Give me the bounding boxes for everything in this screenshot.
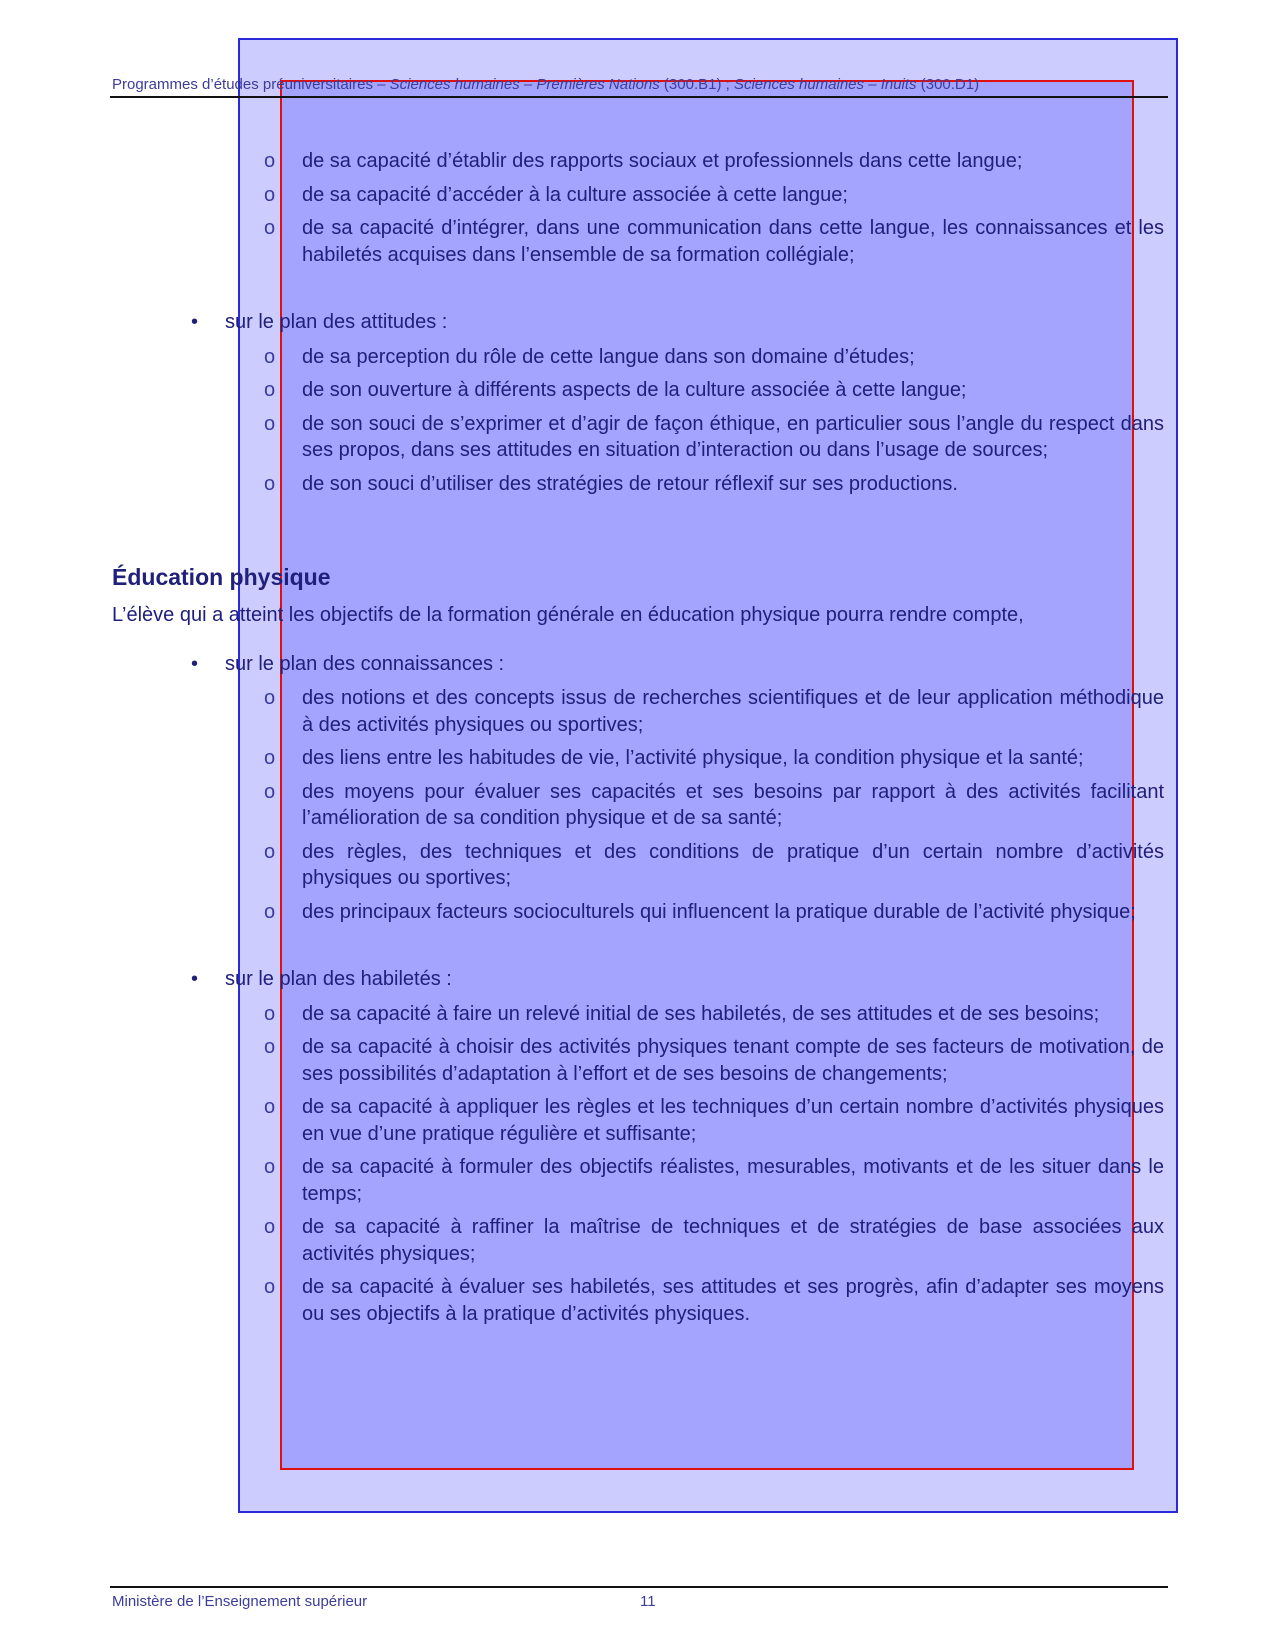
sub-bullet-icon: o bbox=[264, 183, 276, 206]
bullet-icon: • bbox=[191, 968, 199, 990]
habiletes-heading: • sur le plan des habiletés : bbox=[112, 966, 1164, 993]
sub-bullet-icon: o bbox=[264, 345, 276, 368]
list-item: o des notions et des concepts issus de recherches scientifiques et de leur application méthodique à des activités physiques ou sportives; bbox=[264, 687, 1164, 736]
list-item: o des principaux facteurs socioculturels qui influencent la pratique durable de l’activité physique; bbox=[112, 899, 1164, 926]
footer-rule bbox=[110, 1586, 1168, 1588]
list-item: o de sa capacité à raffiner la maîtrise de techniques et de stratégies de base associées aux activités physiques; bbox=[264, 1216, 1164, 1265]
sub-bullet-icon: o bbox=[264, 780, 276, 803]
sub-bullet-icon: o bbox=[264, 1096, 276, 1118]
header-rule bbox=[110, 96, 1168, 98]
running-header: Programmes d’études préuniversitaires – Sciences humaines – Premières Nations (300.B1) ; Sciences humaines – Inuits (300.D1) bbox=[112, 76, 980, 93]
list-item: o de sa capacité d’accéder à la culture associée à cette langue; bbox=[112, 182, 1164, 209]
list-item: o de sa capacité d’établir des rapports sociaux et professionnels dans cette langue; bbox=[112, 148, 1164, 175]
sub-bullet-icon: o bbox=[264, 379, 276, 401]
sub-bullet-icon: o bbox=[264, 472, 276, 495]
list-item: o de sa capacité d’intégrer, dans une communication dans cette langue, les connaissances et les habiletés acquises dans l’ensemble de sa formation collégiale; bbox=[264, 217, 1164, 266]
list-item: o de sa capacité à faire un relevé initial de ses habiletés, de ses attitudes et de ses besoins; bbox=[112, 1001, 1164, 1028]
bullet-icon: • bbox=[191, 652, 199, 675]
document-body bbox=[112, 148, 1164, 1334]
sub-bullet-icon: o bbox=[264, 747, 276, 769]
list-item: o de sa capacité à évaluer ses habiletés, ses attitudes et ses progrès, afin d’adapter ses moyens ou ses objectifs à la pratique d’activités physiques. bbox=[264, 1276, 1164, 1325]
sub-bullet-icon: o bbox=[264, 900, 276, 923]
sub-bullet-icon: o bbox=[264, 150, 276, 172]
list-item: o de son ouverture à différents aspects de la culture associée à cette langue; bbox=[112, 377, 1164, 404]
section-title: Éducation physique bbox=[112, 564, 331, 590]
bullet-icon: • bbox=[191, 311, 199, 333]
list-item: o des liens entre les habitudes de vie, l’activité physique, la condition physique et la santé; bbox=[112, 745, 1164, 772]
sub-bullet-icon: o bbox=[264, 840, 276, 863]
list-item: o de sa capacité à appliquer les règles et les techniques d’un certain nombre d’activités physiques en vue d’une pratique régulière et suffisante; bbox=[264, 1096, 1164, 1145]
sub-bullet-icon: o bbox=[264, 1036, 276, 1058]
attitudes-heading: • sur le plan des attitudes : bbox=[112, 309, 1164, 336]
list-item: o de sa perception du rôle de cette langue dans son domaine d’études; bbox=[112, 344, 1164, 371]
list-item: o de son souci d’utiliser des stratégies de retour réflexif sur ses productions. bbox=[112, 471, 1164, 498]
sub-bullet-icon: o bbox=[264, 687, 276, 709]
sub-bullet-icon: o bbox=[264, 412, 276, 435]
list-item: o de sa capacité à choisir des activités physiques tenant compte de ses facteurs de motivation, de ses possibilités d’adaptation à l’effort et de ses besoins de changements; bbox=[264, 1036, 1164, 1085]
sub-bullet-icon: o bbox=[264, 1216, 276, 1238]
sub-bullet-icon: o bbox=[264, 1002, 276, 1025]
section-intro: L’élève qui a atteint les objectifs de la formation générale en éducation physique pourra rendre compte, bbox=[112, 604, 1024, 626]
sub-bullet-icon: o bbox=[264, 1156, 276, 1178]
list-item: o de sa capacité à formuler des objectifs réalistes, mesurables, motivants et de les situer dans le temps; bbox=[264, 1156, 1164, 1205]
sub-bullet-icon: o bbox=[264, 1276, 276, 1298]
running-footer bbox=[112, 1593, 656, 1610]
sub-bullet-icon: o bbox=[264, 217, 276, 239]
list-item: o des règles, des techniques et des conditions de pratique d’un certain nombre d’activités physiques ou sportives; bbox=[264, 840, 1164, 889]
footer-ministry: Ministère de l’Enseignement supérieur bbox=[112, 1593, 368, 1610]
page-number: 11 bbox=[640, 1593, 656, 1610]
connaissances-heading: • sur le plan des connaissances : bbox=[112, 651, 1164, 678]
list-item: o des moyens pour évaluer ses capacités et ses besoins par rapport à des activités facilitant l’amélioration de sa condition physique et de sa santé; bbox=[264, 780, 1164, 829]
list-item: o de son souci de s’exprimer et d’agir de façon éthique, en particulier sous l’angle du respect dans ses propos, dans ses attitudes en situation d’interaction ou dans l’usage de sources; bbox=[264, 412, 1164, 461]
